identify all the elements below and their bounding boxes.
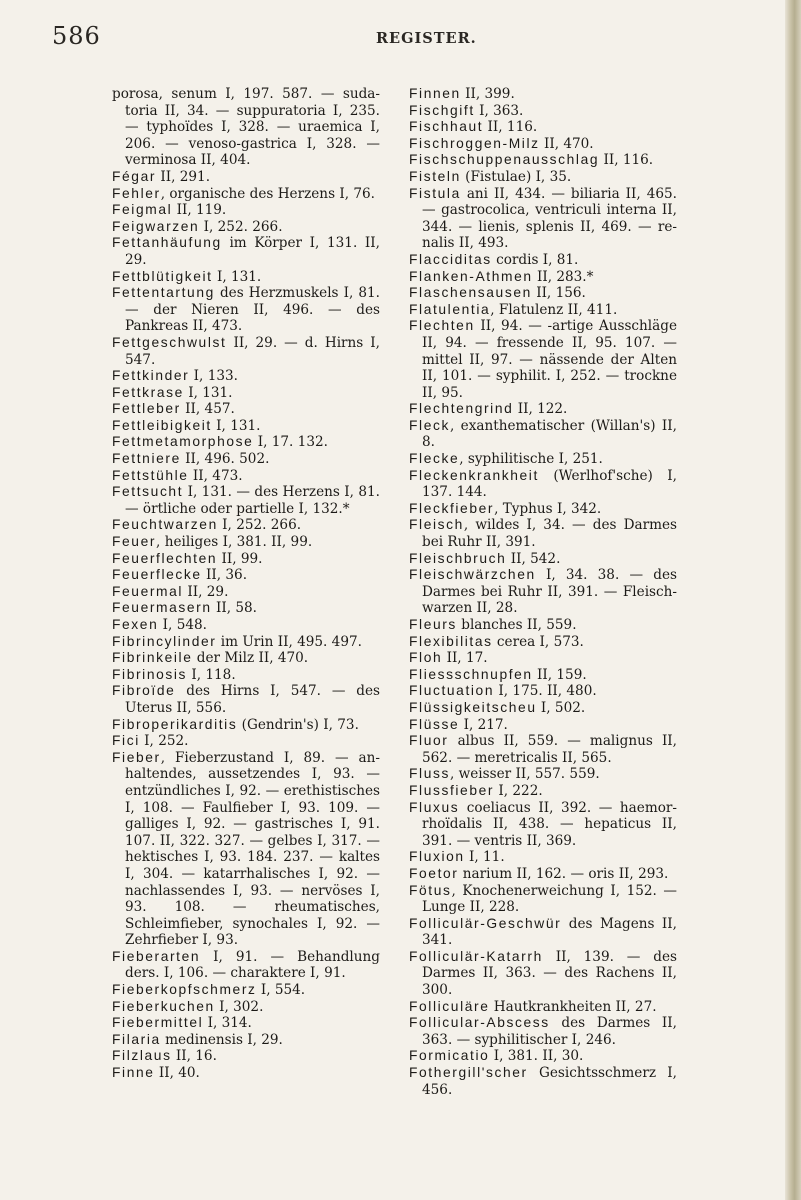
index-entry: [112, 86, 380, 169]
index-entry: [409, 766, 677, 783]
index-entry: [409, 468, 677, 501]
index-references: I, 381. II, 30.: [489, 1048, 584, 1065]
index-entry: [112, 949, 380, 982]
index-entry: [112, 600, 380, 617]
index-entry: [112, 650, 380, 667]
index-headword: Fibrincylinder: [112, 633, 217, 649]
index-references: II, 16.: [171, 1048, 217, 1065]
index-headword: Flecke: [409, 451, 460, 467]
index-entry: [112, 285, 380, 335]
index-entry: [409, 783, 677, 800]
index-entry: [409, 700, 677, 717]
index-entry: [112, 451, 380, 468]
index-references: medinensis I, 29.: [160, 1031, 283, 1048]
index-references: , organische des Herzens I, 76.: [160, 185, 375, 202]
index-headword: Follicular-Abscess: [409, 1015, 550, 1031]
index-entry: [409, 849, 677, 866]
index-references: I, 133.: [189, 368, 238, 385]
index-references: II, 36.: [201, 567, 248, 584]
index-headword: Filzlaus: [112, 1048, 172, 1064]
index-references: II, 139. — des Darmes II, 363. — des Rachens II, 300.: [422, 948, 677, 999]
index-headword: Feuerflechten: [112, 550, 218, 566]
index-entry: [409, 650, 677, 667]
index-entry: [409, 916, 677, 949]
index-entry: [112, 567, 380, 584]
index-entry: [112, 1032, 380, 1049]
index-headword: Fleckenkrankheit: [409, 467, 539, 483]
index-references: II, 17.: [442, 650, 488, 667]
page-number: 586: [52, 22, 101, 50]
index-entry: [112, 534, 380, 551]
index-entry: [409, 999, 677, 1016]
index-entry: [112, 235, 380, 268]
index-references: des Magens II, 341.: [422, 915, 677, 949]
index-headword: Fleischwärzchen: [409, 567, 536, 583]
index-headword: Fleischbruch: [409, 550, 507, 566]
index-entry: [409, 683, 677, 700]
index-references: ani II, 434. — biliaria II, 465. — gastrocolica, ventriculi interna II, 344. — lienis, splenis II, 469. — re-nalis II, 493.: [422, 185, 677, 252]
index-entry: [112, 1065, 380, 1082]
index-references: coeliacus II, 392. — haemor-rhoïdalis II, 438. — hepaticus II, 391. — ventris II, 369.: [422, 799, 677, 849]
index-headword: Fluxion: [409, 849, 465, 865]
index-references: I, 314.: [203, 1015, 252, 1032]
index-references: II, 116.: [483, 119, 538, 136]
index-headword: Fluss: [409, 766, 450, 782]
index-headword: Feuerflecke: [112, 567, 202, 583]
index-references: (Werlhof'sche) I, 137. 144.: [422, 467, 677, 501]
index-entry: [409, 418, 677, 451]
index-headword: Fibrinkeile: [112, 650, 193, 666]
index-headword: Fleck: [409, 417, 450, 433]
index-entry: [409, 451, 677, 468]
index-references: , exanthematischer (Willan's) II, 8.: [422, 417, 677, 451]
index-entry: [409, 86, 677, 103]
index-references: der Milz II, 470.: [192, 650, 309, 667]
index-entry: [112, 385, 380, 402]
index-references: im Körper I, 131. II, 29.: [125, 235, 380, 268]
index-entry: [112, 733, 380, 750]
index-entry: [409, 285, 677, 302]
index-references: I, 252. 266.: [217, 517, 302, 534]
index-entry: [409, 634, 677, 651]
index-references: I, 502.: [536, 699, 586, 716]
index-references: im Urin II, 495. 497.: [216, 633, 362, 650]
index-entry: [112, 683, 380, 716]
index-entry: [409, 1015, 677, 1048]
index-references: blanches II, 559.: [456, 617, 577, 633]
index-headword: Fieberarten: [112, 948, 201, 964]
index-entry: [112, 667, 380, 684]
index-references: II, 58.: [211, 600, 257, 617]
index-entry: [112, 418, 380, 435]
index-headword: Fettleibigkeit: [112, 417, 212, 433]
index-headword: Flatulentia: [409, 301, 491, 317]
index-headword: Fischgift: [409, 102, 475, 118]
index-headword: Fischschuppenausschlag: [409, 152, 600, 168]
index-references: II, 116.: [599, 152, 654, 169]
index-references: I, 363.: [474, 102, 524, 119]
index-headword: Fleisch: [409, 517, 464, 533]
index-references: II, 473.: [188, 467, 243, 484]
index-references: I, 17. 132.: [253, 434, 328, 451]
index-entry: [409, 551, 677, 568]
index-headword: Flechtengrind: [409, 401, 514, 417]
index-headword: Feuermal: [112, 583, 184, 599]
index-references: , syphilitische I, 251.: [459, 451, 603, 468]
index-entry: [112, 335, 380, 368]
index-headword: Feigwarzen: [112, 218, 200, 234]
index-entry: [112, 186, 380, 203]
index-headword: Flaschensausen: [409, 285, 532, 301]
index-entry: [409, 800, 677, 850]
index-headword: Feuchtwarzen: [112, 517, 218, 533]
index-headword: Fettniere: [112, 451, 181, 467]
index-headword: Fettentartung: [112, 285, 215, 301]
index-headword: Fieberkopfschmerz: [112, 982, 257, 998]
index-headword: Fluxus: [409, 799, 460, 815]
index-headword: Feuermasern: [112, 600, 212, 616]
index-headword: Flechten: [409, 318, 475, 334]
page-edge: [785, 0, 801, 1200]
index-headword: Fibroperikarditis: [112, 716, 238, 732]
index-headword: Fleckfieber: [409, 500, 495, 516]
index-references: II, 40.: [154, 1065, 200, 1082]
index-headword: Fettmetamorphose: [112, 434, 254, 450]
index-references: porosa, senum I, 197. 587. — suda-toria II, 34. — suppuratoria I, 235. — typhoïdes I, 328. — uraemica I, 206. — venoso-gastrica I, 328. — verminosa II, 404.: [112, 86, 380, 169]
index-headword: Feuer: [112, 534, 157, 550]
index-references: I, 131.: [212, 268, 262, 285]
index-entry: [112, 750, 380, 949]
index-references: , weisser II, 557. 559.: [449, 766, 600, 783]
index-headword: Folliculär-Geschwür: [409, 915, 562, 931]
index-entry: [409, 302, 677, 319]
index-entry: [112, 999, 380, 1016]
index-references: II, 156.: [531, 285, 586, 302]
index-headword: Fettstühle: [112, 467, 189, 483]
index-headword: Folliculär-Katarrh: [409, 948, 543, 964]
index-headword: Fettgeschwulst: [112, 334, 227, 350]
index-entry: [409, 318, 677, 401]
index-entry: [409, 567, 677, 617]
index-references: II, 119.: [172, 202, 227, 219]
index-references: II, 291.: [156, 168, 211, 185]
index-entry: [409, 501, 677, 518]
index-references: narium II, 162. — oris II, 293.: [458, 865, 669, 882]
index-entry: [112, 1048, 380, 1065]
index-entry: [409, 617, 677, 634]
index-headword: Fistula: [409, 185, 461, 201]
index-headword: Fettblütigkeit: [112, 268, 213, 284]
index-references: , Fieberzustand I, 89. — an-haltendes, aussetzendes I, 93. — entzündliches I, 92. — erethistisches I, 108. — Faulfieber I, 93. 109. — galliges I, 92. — gastrisches I, 91. 107. II, 322. 327. — gelbes I, 317. — hektisches I, 93. 184. 237. — kaltes I, 304. — katarrhalisches I, 92. — nachlassendes I, 93. — nervöses I, 93. 108. — rheumatisches, Schleimfieber, synochales I, 92. — Zehrfieber I, 93.: [125, 749, 380, 949]
index-references: I, 34. 38. — des Darmes bei Ruhr II, 391. — Fleisch-warzen II, 28.: [422, 567, 677, 617]
index-column-right: [409, 86, 677, 1098]
index-references: I, 175. II, 480.: [494, 683, 597, 700]
index-headword: Fettanhäufung: [112, 235, 222, 251]
index-entry: [112, 219, 380, 236]
index-entry: [409, 152, 677, 169]
index-entry: [409, 1065, 677, 1098]
index-references: , Flatulenz II, 411.: [490, 301, 618, 318]
index-references: II, 542.: [506, 550, 561, 567]
index-references: II, 29.: [183, 583, 229, 600]
index-entry: [112, 517, 380, 534]
index-headword: Fettkrase: [112, 384, 184, 400]
index-references: I, 131.: [183, 384, 233, 401]
index-headword: Fégar: [112, 168, 157, 184]
index-entry: [409, 252, 677, 269]
index-entry: [112, 584, 380, 601]
index-references: cordis I, 81.: [491, 251, 579, 268]
index-entry: [112, 202, 380, 219]
index-headword: Fibroïde: [112, 683, 176, 699]
index-headword: Flüsse: [409, 716, 460, 732]
index-headword: Fieberkuchen: [112, 998, 215, 1014]
index-entry: [112, 401, 380, 418]
index-entry: [112, 468, 380, 485]
index-entry: [409, 717, 677, 734]
index-references: I, 302.: [214, 998, 264, 1015]
index-entry: [409, 269, 677, 286]
index-entry: [112, 551, 380, 568]
index-headword: Fettkinder: [112, 368, 190, 384]
index-headword: Fischhaut: [409, 119, 484, 135]
index-entry: [409, 1048, 677, 1065]
index-entry: [409, 517, 677, 550]
index-headword: Fiebermittel: [112, 1015, 204, 1031]
index-headword: Fischroggen-Milz: [409, 135, 540, 151]
index-entry: [409, 667, 677, 684]
index-entry: [409, 401, 677, 418]
index-headword: Finne: [112, 1065, 155, 1081]
index-entry: [409, 949, 677, 999]
index-headword: Filaria: [112, 1031, 161, 1047]
index-headword: Flacciditas: [409, 251, 492, 267]
index-entry: [112, 434, 380, 451]
index-references: , Typhus I, 342.: [494, 500, 602, 517]
index-entry: [409, 169, 677, 186]
index-references: (Fistulae) I, 35.: [460, 168, 572, 185]
index-references: des Herzmuskels I, 81. — der Nieren II, 496. — des Pankreas II, 473.: [125, 285, 380, 335]
index-headword: Fleurs: [409, 617, 457, 632]
index-headword: Feigmal: [112, 202, 173, 218]
index-references: II, 122.: [513, 401, 568, 418]
index-references: I, 131.: [211, 417, 261, 434]
index-headword: Folliculäre: [409, 998, 490, 1014]
index-headword: Fötus: [409, 882, 452, 898]
index-headword: Fettsucht: [112, 484, 184, 500]
index-references: II, 99.: [217, 550, 263, 567]
index-headword: Flexibilitas: [409, 633, 493, 649]
index-entry: [112, 484, 380, 517]
index-references: I, 252.: [139, 733, 189, 750]
index-references: II, 283.*: [532, 268, 594, 285]
index-headword: Fexen: [112, 617, 159, 632]
index-headword: Fisteln: [409, 168, 461, 184]
index-headword: Fothergill'scher: [409, 1065, 528, 1081]
index-entry: [409, 733, 677, 766]
index-entry: [112, 717, 380, 734]
index-headword: Fici: [112, 733, 140, 749]
index-references: II, 399.: [460, 86, 515, 102]
index-references: II, 457.: [180, 401, 235, 418]
index-references: II, 94. — -artige Ausschläge II, 94. — fressende II, 95. 107. — mittel II, 97. — nässende der Alten II, 101. — syphilit. I, 252. — trockne II, 95.: [422, 318, 677, 401]
index-headword: Fieber: [112, 749, 161, 765]
index-references: II, 496. 502.: [180, 451, 270, 468]
index-references: I, 131. — des Herzens I, 81. — örtliche oder partielle I, 132.*: [125, 484, 380, 517]
running-head: REGISTER.: [376, 30, 477, 47]
index-references: , wildes I, 34. — des Darmes bei Ruhr II, 391.: [422, 517, 677, 551]
index-headword: Fettleber: [112, 401, 181, 417]
index-headword: Fibrinosis: [112, 666, 188, 682]
index-entry: [112, 269, 380, 286]
index-headword: Foetor: [409, 865, 459, 881]
index-entry: [409, 119, 677, 136]
index-entry: [409, 103, 677, 120]
index-column-left: [112, 86, 380, 1082]
index-references: I, 548.: [158, 617, 207, 633]
index-references: (Gendrin's) I, 73.: [237, 716, 359, 733]
index-headword: Flanken-Athmen: [409, 268, 533, 284]
index-references: II, 159.: [532, 666, 587, 683]
index-references: I, 554.: [256, 982, 306, 999]
index-references: Gesichtsschmerz I, 456.: [422, 1065, 677, 1098]
index-entry: [409, 186, 677, 252]
index-headword: Fluor: [409, 733, 449, 749]
index-headword: Fluctuation: [409, 683, 495, 699]
index-headword: Fliessschnupfen: [409, 666, 533, 682]
index-references: , heiliges I, 381. II, 99.: [156, 534, 313, 551]
index-headword: Fehler: [112, 185, 161, 201]
index-references: , Knochenerweichung I, 152. — Lunge II, 228.: [422, 882, 677, 916]
index-entry: [112, 1015, 380, 1032]
index-headword: Flüssigkeitscheu: [409, 699, 537, 715]
index-headword: Formicatio: [409, 1048, 490, 1064]
index-references: I, 11.: [464, 849, 505, 866]
index-entry: [112, 982, 380, 999]
index-references: cerea I, 573.: [492, 633, 584, 650]
index-references: I, 91. — Behandlung ders. I, 106. — charaktere I, 91.: [125, 948, 380, 982]
index-entry: [112, 617, 380, 634]
index-entry: [112, 169, 380, 186]
index-references: I, 222.: [494, 782, 543, 799]
index-references: II, 470.: [539, 135, 594, 152]
index-references: Hautkrankheiten II, 27.: [489, 998, 657, 1015]
index-references: I, 118.: [187, 666, 236, 683]
index-headword: Floh: [409, 650, 443, 666]
index-references: des Darmes II, 363. — syphilitischer I, 246.: [422, 1015, 677, 1048]
index-references: I, 252. 266.: [199, 218, 283, 235]
index-entry: [112, 634, 380, 651]
index-headword: Flussfieber: [409, 782, 495, 798]
index-references: I, 217.: [459, 716, 508, 733]
index-entry: [409, 883, 677, 916]
index-entry: [409, 866, 677, 883]
index-entry: [409, 136, 677, 153]
index-entry: [112, 368, 380, 385]
index-references: albus II, 559. — malignus II, 562. — meretricalis II, 565.: [422, 733, 677, 766]
index-headword: Finnen: [409, 86, 461, 101]
index-references: II, 29. — d. Hirns I, 547.: [125, 334, 380, 368]
index-references: des Hirns I, 547. — des Uterus II, 556.: [125, 683, 380, 716]
